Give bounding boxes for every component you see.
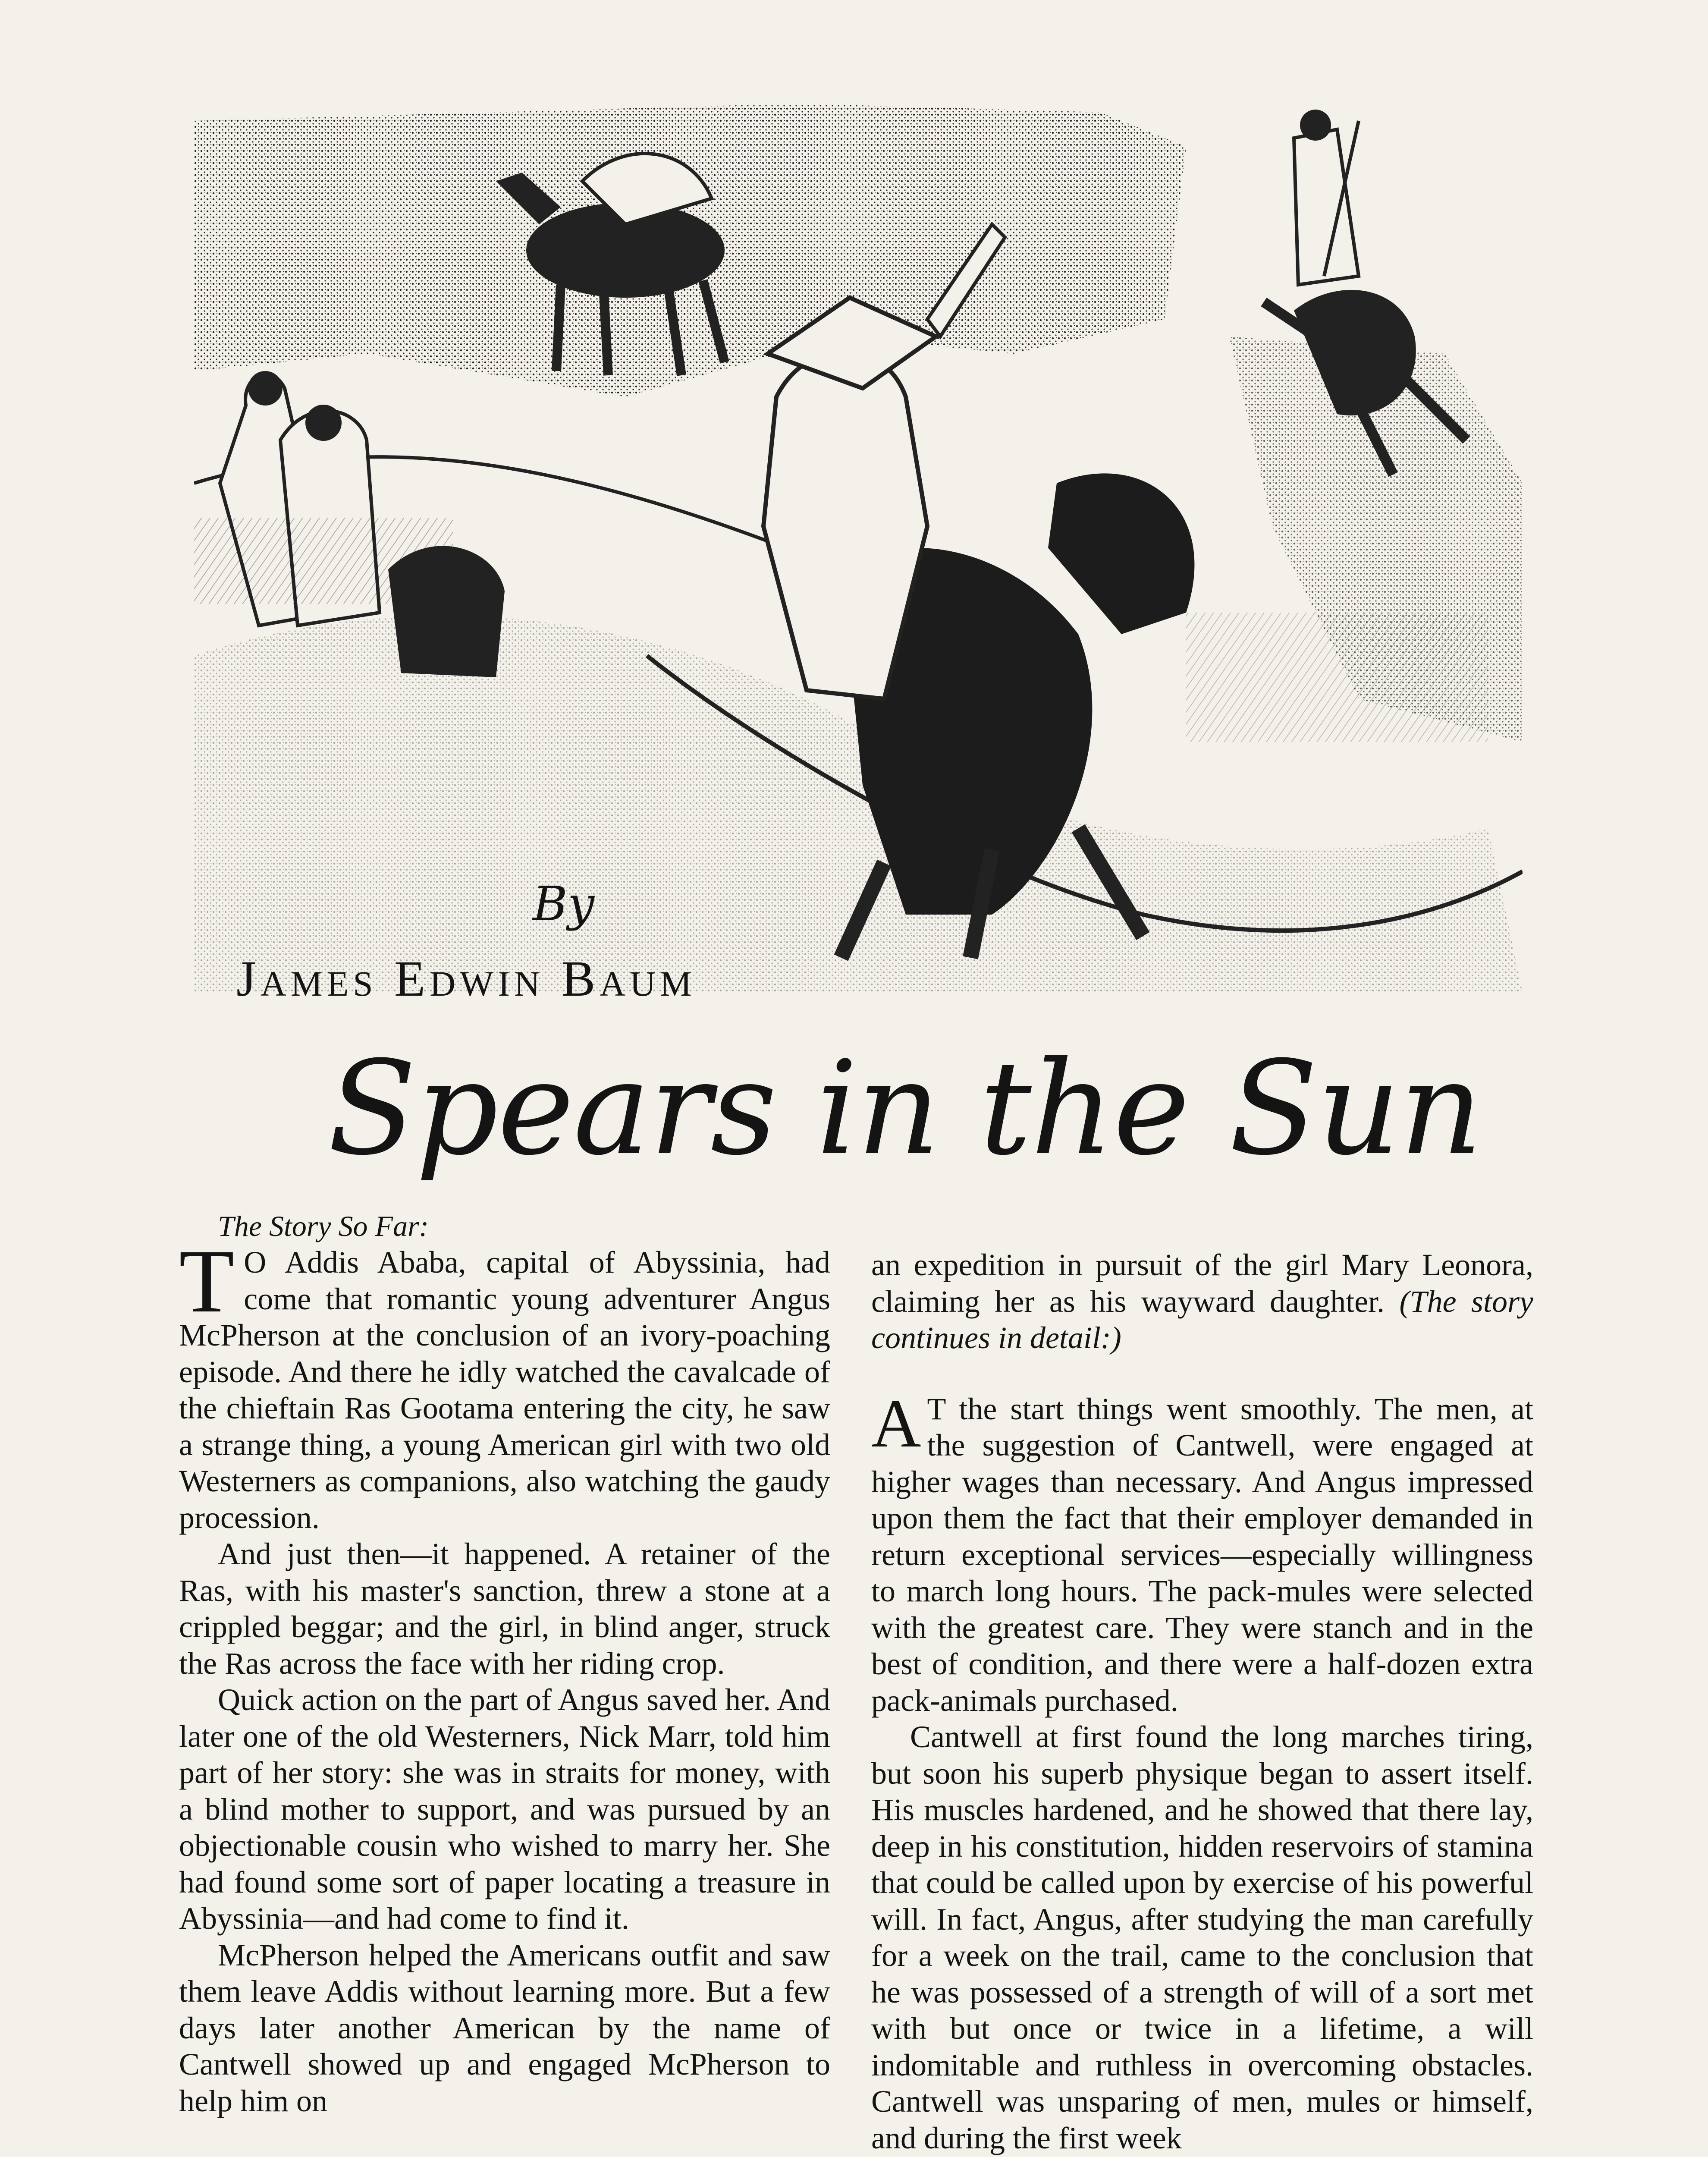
paragraph: Cantwell at first found the long marches tiring, but soon his superb physique began to assert itself. His muscles hardened, and he showed that there lay, deep in his constitution, hidden reservoirs of stamina that could be called upon by exercise of his powerful will. In fact, Angus, after studying the man carefully for a week on the trail, came to the conclusion that he was possessed of a strength of will of a sort met with but once or twice in a lifetime, a will indomitable and ruthless in overcoming obstacles. Cantwell was unsparing of men, mules or himself, and during the first week — [871, 1720, 1533, 2155]
byline-by: By — [533, 876, 594, 931]
paragraph: A T the start things went smoothly. The men, at the suggestion of Cantwell, were engaged at higher wages than necessary. And Angus impressed upon them the fact that their employer demanded in return exceptional services—especially willingness to march long hours. The pack-mules were selected with the greatest care. They were stanch and in the best of condition, and there were a half-dozen extra pack-animals purchased. — [871, 1384, 1533, 1718]
author-name: James Edwin Baum — [236, 950, 696, 1007]
left-column — [179, 1208, 830, 2119]
story-so-far-label: The Story So Far: — [218, 1210, 429, 1242]
paragraph: McPherson helped the Americans outfit and saw them leave Addis without learning more. But a few days later another American by the name of Cantwell showed up and engaged McPherson to help him on — [179, 1937, 830, 2118]
paragraph: And just then—it happened. A retainer of the Ras, with his master's sanction, threw a stone at a crippled beggar; and the girl, in blind anger, struck the Ras across the face with her riding crop. — [179, 1537, 830, 1681]
story-title: Spears in the Sun — [328, 1033, 1482, 1184]
dropcap: A — [871, 1384, 921, 1462]
paragraph: Quick action on the part of Angus saved her. And later one of the old Westerners, Nick Marr, told him part of her story: she was in straits for money, with a blind mother to support, and was pursued by an objectionable cousin who wished to marry her. She had found some sort of paper locating a treasure in Abyssinia—and had come to find it. — [179, 1682, 830, 1936]
paragraph-continuation: an expedition in pursuit of the girl Mary Leonora, claiming her as his wayward daughter. (The story continues in detail:) — [871, 1248, 1534, 1355]
story-illustration — [194, 95, 1523, 992]
right-column — [871, 1247, 1533, 2156]
continuation-note: (The story continues in detail:) — [871, 1284, 1534, 1355]
dropcap: T — [179, 1231, 235, 1331]
paragraph: T O Addis Ababa, capital of Abyssinia, had come that romantic young adventurer Angus McPherson at the conclusion of an ivory-poaching episode. And there he idly watched the cavalcade of the chieftain Ras Gootama entering the city, he saw a strange thing, a young American girl with two old Westerners as companions, also watching the gaudy procession. — [179, 1231, 830, 1535]
